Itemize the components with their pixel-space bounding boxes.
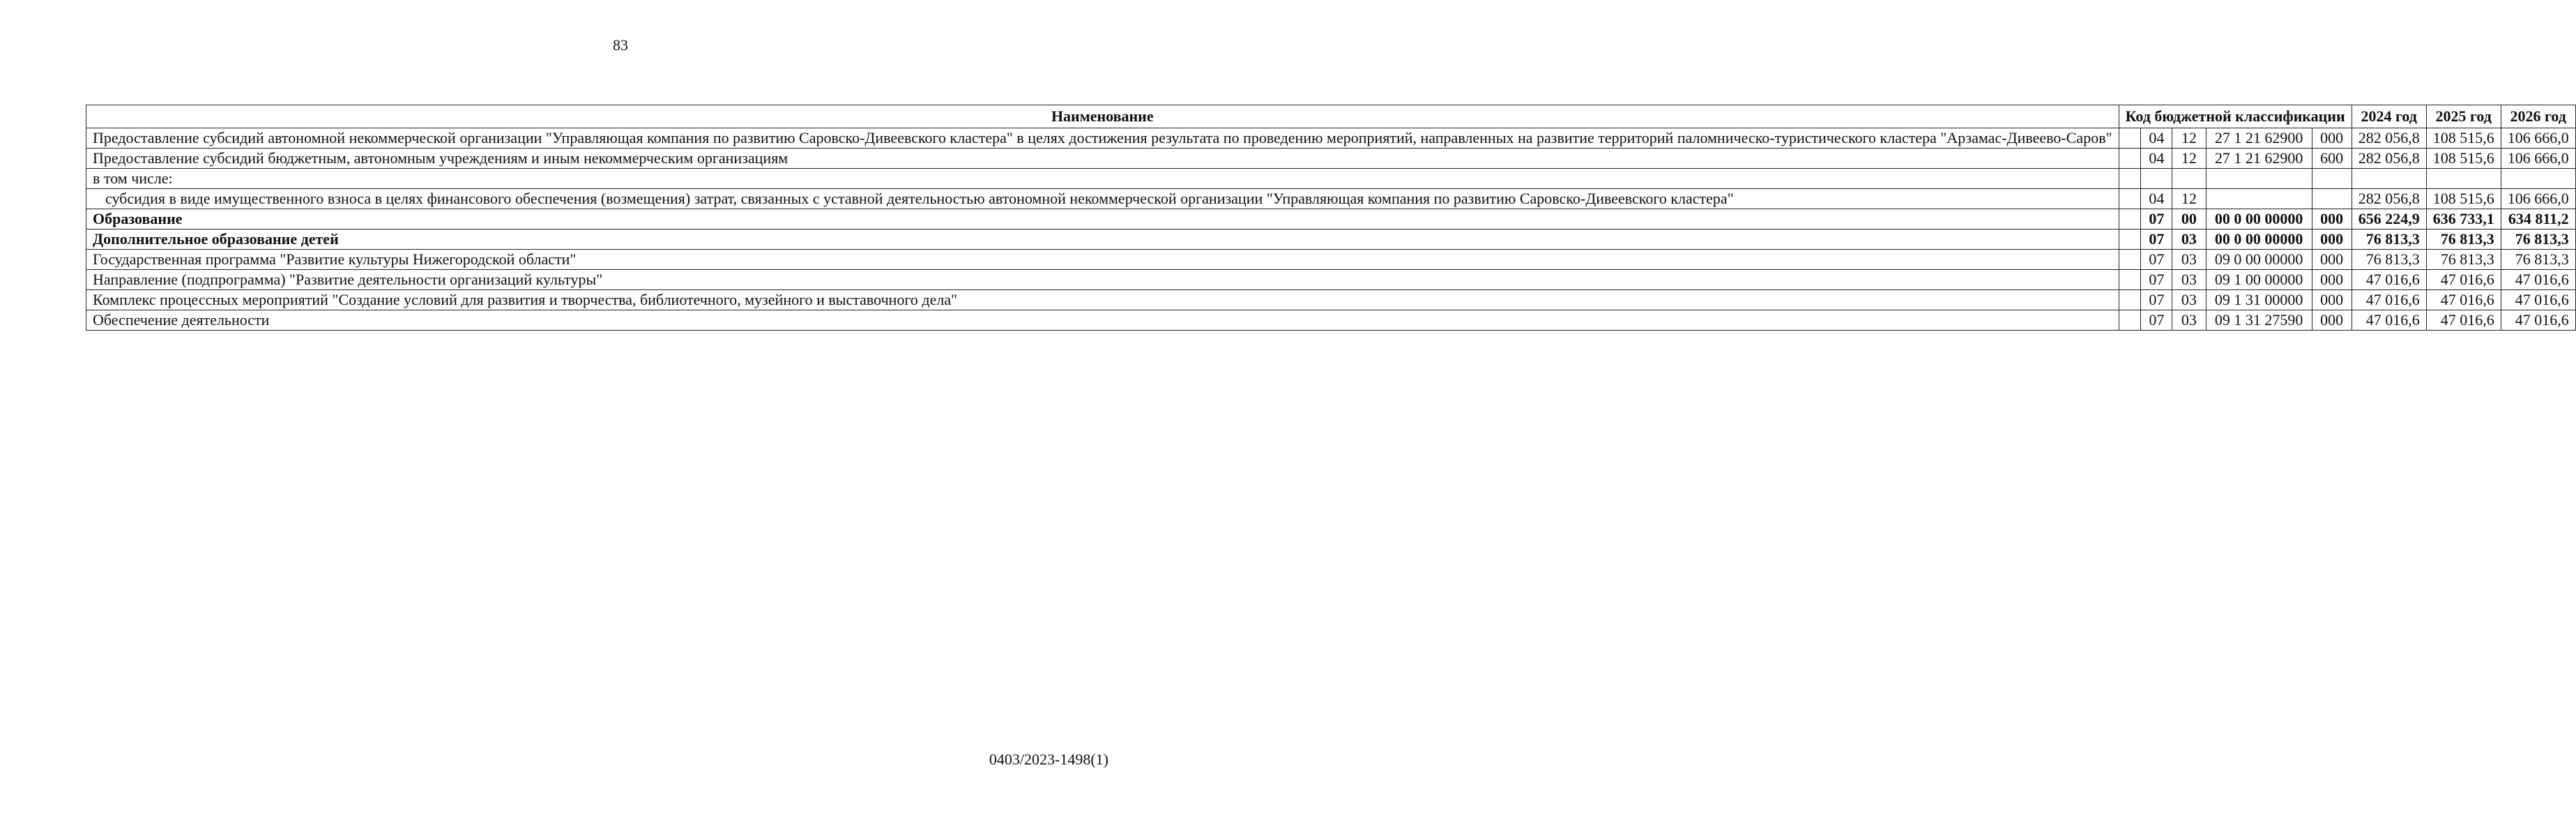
cell-sec: 04 [2141,189,2172,209]
cell-sub: 03 [2172,290,2206,310]
cell-sub: 03 [2172,310,2206,331]
cell-name: Государственная программа "Развитие культуры Нижегородской области" [86,250,2119,270]
cell-y2026: 47 016,6 [2501,310,2575,331]
cell-target: 27 1 21 62900 [2206,128,2312,149]
cell-name: Предоставление субсидий бюджетным, автономным учреждениям и иным некоммерческим организациям [86,149,2119,169]
cell-y2026: 76 813,3 [2501,229,2575,250]
cell-y2025 [2426,169,2501,189]
cell-name: Обеспечение деятельности [86,310,2119,331]
cell-target: 09 1 00 00000 [2206,270,2312,290]
cell-sub: 12 [2172,189,2206,209]
cell-target [2206,169,2312,189]
table-row [86,250,2576,270]
cell-sec: 07 [2141,209,2172,229]
cell-target: 27 1 21 62900 [2206,149,2312,169]
cell-name: субсидия в виде имущественного взноса в целях финансового обеспечения (возмещения) затрат, связанных с уставной деятельностью автономной некоммерческой организации "Управляющая компания по развитию Саровско-Дивеевского кластера" [86,189,2119,209]
cell-target: 09 0 00 00000 [2206,250,2312,270]
cell-type [2312,189,2352,209]
cell-type: 000 [2312,209,2352,229]
cell-empty [2119,250,2141,270]
cell-y2024: 47 016,6 [2352,310,2426,331]
cell-sub [2172,169,2206,189]
page-number: 83 [613,36,628,54]
cell-y2026: 106 666,0 [2501,189,2575,209]
cell-type: 000 [2312,229,2352,250]
cell-empty [2119,290,2141,310]
cell-y2025: 108 515,6 [2426,128,2501,149]
cell-empty [2119,310,2141,331]
cell-target: 00 0 00 00000 [2206,229,2312,250]
cell-name: Предоставление субсидий автономной некоммерческой организации "Управляющая компания по развитию Саровско-Дивеевского кластера" в целях достижения результата по проведению мероприятий, направленных на развитие территорий паломническо-туристического кластера "Арзамас-Дивеево-Саров" [86,128,2119,149]
cell-y2024: 656 224,9 [2352,209,2426,229]
table-row [86,189,2576,209]
document-id: 0403/2023-1498(1) [989,751,1108,768]
cell-y2025: 47 016,6 [2426,270,2501,290]
header-2025: 2025 год [2426,105,2501,128]
cell-y2025: 636 733,1 [2426,209,2501,229]
cell-y2026: 76 813,3 [2501,250,2575,270]
header-2026: 2026 год [2501,105,2575,128]
cell-type [2312,169,2352,189]
cell-y2026: 47 016,6 [2501,270,2575,290]
cell-name: Образование [86,209,2119,229]
cell-target [2206,189,2312,209]
cell-empty [2119,169,2141,189]
cell-sec: 07 [2141,250,2172,270]
cell-empty [2119,229,2141,250]
cell-empty [2119,128,2141,149]
cell-target: 00 0 00 00000 [2206,209,2312,229]
cell-sub: 00 [2172,209,2206,229]
cell-sec: 04 [2141,149,2172,169]
cell-y2024: 282 056,8 [2352,189,2426,209]
cell-y2024: 47 016,6 [2352,270,2426,290]
table-row [86,270,2576,290]
table-row [86,229,2576,250]
cell-sec: 07 [2141,270,2172,290]
cell-sec: 07 [2141,290,2172,310]
cell-y2024: 282 056,8 [2352,128,2426,149]
cell-sub: 12 [2172,128,2206,149]
cell-sub: 03 [2172,229,2206,250]
cell-sub: 12 [2172,149,2206,169]
cell-name: Дополнительное образование детей [86,229,2119,250]
budget-table [86,105,2576,331]
cell-sub: 03 [2172,250,2206,270]
cell-empty [2119,209,2141,229]
cell-y2025: 47 016,6 [2426,290,2501,310]
cell-empty [2119,189,2141,209]
cell-sec: 04 [2141,128,2172,149]
cell-type: 000 [2312,250,2352,270]
cell-target: 09 1 31 27590 [2206,310,2312,331]
cell-y2025: 47 016,6 [2426,310,2501,331]
table-row [86,290,2576,310]
cell-y2025: 108 515,6 [2426,149,2501,169]
cell-type: 000 [2312,310,2352,331]
cell-y2024: 282 056,8 [2352,149,2426,169]
header-code: Код бюджетной классификации [2119,105,2352,128]
cell-y2026: 106 666,0 [2501,128,2575,149]
cell-y2026: 106 666,0 [2501,149,2575,169]
cell-name: Направление (подпрограмма) "Развитие деятельности организаций культуры" [86,270,2119,290]
cell-type: 000 [2312,270,2352,290]
cell-sec: 07 [2141,310,2172,331]
header-row [86,105,2576,128]
cell-y2024 [2352,169,2426,189]
cell-type: 000 [2312,128,2352,149]
cell-empty [2119,149,2141,169]
table-row [86,149,2576,169]
cell-y2024: 76 813,3 [2352,250,2426,270]
cell-y2024: 47 016,6 [2352,290,2426,310]
cell-y2026: 47 016,6 [2501,290,2575,310]
cell-sec [2141,169,2172,189]
header-2024: 2024 год [2352,105,2426,128]
cell-type: 600 [2312,149,2352,169]
cell-empty [2119,270,2141,290]
cell-y2026: 634 811,2 [2501,209,2575,229]
table-row [86,310,2576,331]
cell-y2026 [2501,169,2575,189]
header-name: Наименование [86,105,2119,128]
cell-y2025: 76 813,3 [2426,229,2501,250]
cell-target: 09 1 31 00000 [2206,290,2312,310]
cell-sec: 07 [2141,229,2172,250]
cell-y2025: 108 515,6 [2426,189,2501,209]
cell-name: Комплекс процессных мероприятий "Создание условий для развития и творчества, библиотечного, музейного и выставочного дела" [86,290,2119,310]
table-row [86,209,2576,229]
table-row [86,169,2576,189]
cell-sub: 03 [2172,270,2206,290]
cell-type: 000 [2312,290,2352,310]
cell-y2024: 76 813,3 [2352,229,2426,250]
cell-y2025: 76 813,3 [2426,250,2501,270]
table-row [86,128,2576,149]
cell-name: в том числе: [86,169,2119,189]
